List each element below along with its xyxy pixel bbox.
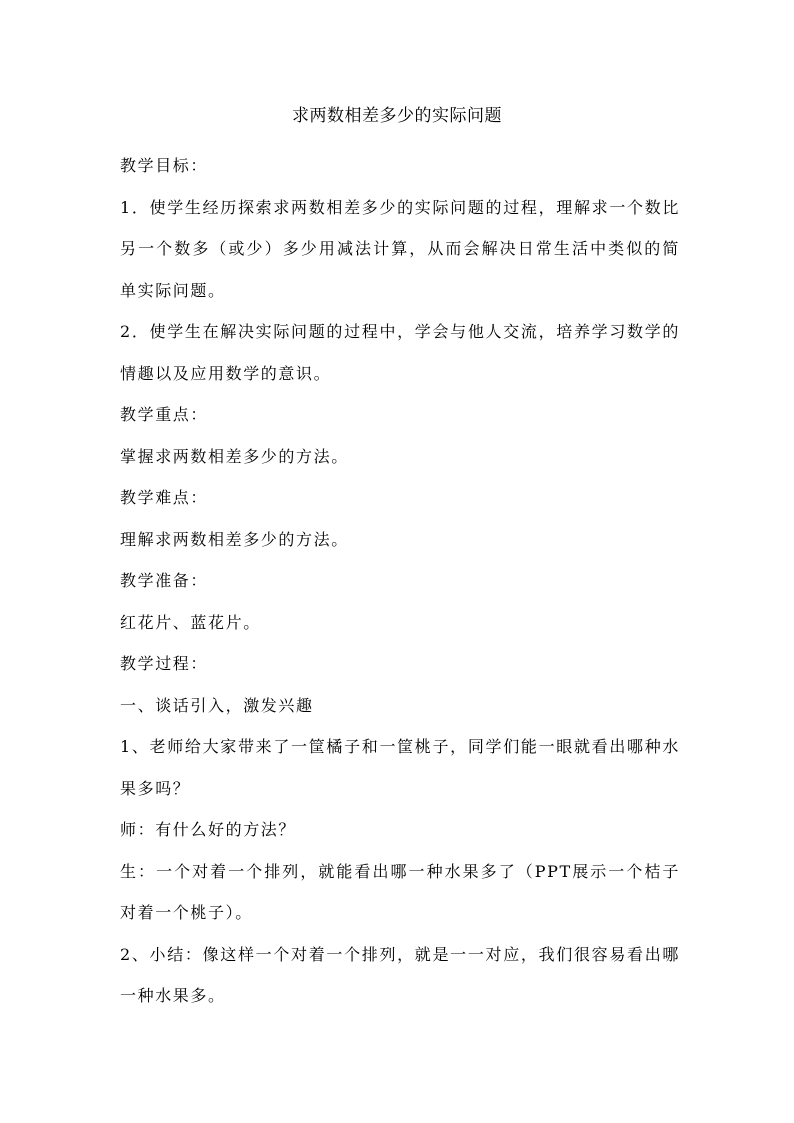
- summary-paragraph: 2、小结：像这样一个对着一个排列，就是一一对应，我们很容易看出哪一种水果多。: [120, 944, 680, 1005]
- heading-process: 教学过程：: [120, 654, 209, 673]
- student-answer-paragraph: 生：一个对着一个排列，就能看出哪一种水果多了（PPT展示一个桔子对着一个桃子）。: [120, 861, 680, 922]
- key-points-paragraph: 掌握求两数相差多少的方法。: [120, 446, 349, 466]
- difficulties-paragraph: 理解求两数相差多少的方法。: [120, 529, 349, 549]
- heading-difficulties: 教学难点：: [120, 488, 209, 507]
- teacher-question-paragraph: 师：有什么好的方法？: [120, 820, 297, 839]
- heading-teaching-goals: 教学目标：: [120, 156, 209, 175]
- document-title: 求两数相差多少的实际问题: [292, 106, 502, 126]
- goal-2-paragraph: 2．使学生在解决实际问题的过程中，学会与他人交流，培养学习数学的情趣以及应用数学的意识。: [120, 322, 680, 383]
- heading-preparation: 教学准备：: [120, 571, 209, 590]
- section-1-heading: 一、谈话引入，激发兴趣: [120, 695, 314, 715]
- process-step-1-paragraph: 1、老师给大家带来了一筐橘子和一筐桃子，同学们能一眼就看出哪种水果多吗？: [120, 737, 680, 798]
- document-body: [120, 145, 680, 1017]
- preparation-paragraph: 红花片、蓝花片。: [120, 612, 261, 632]
- heading-key-points: 教学重点：: [120, 405, 209, 424]
- goal-1-paragraph: 1．使学生经历探索求两数相差多少的实际问题的过程，理解求一个数比另一个数多（或少）多少用减法计算，从而会解决日常生活中类似的简单实际问题。: [120, 197, 680, 300]
